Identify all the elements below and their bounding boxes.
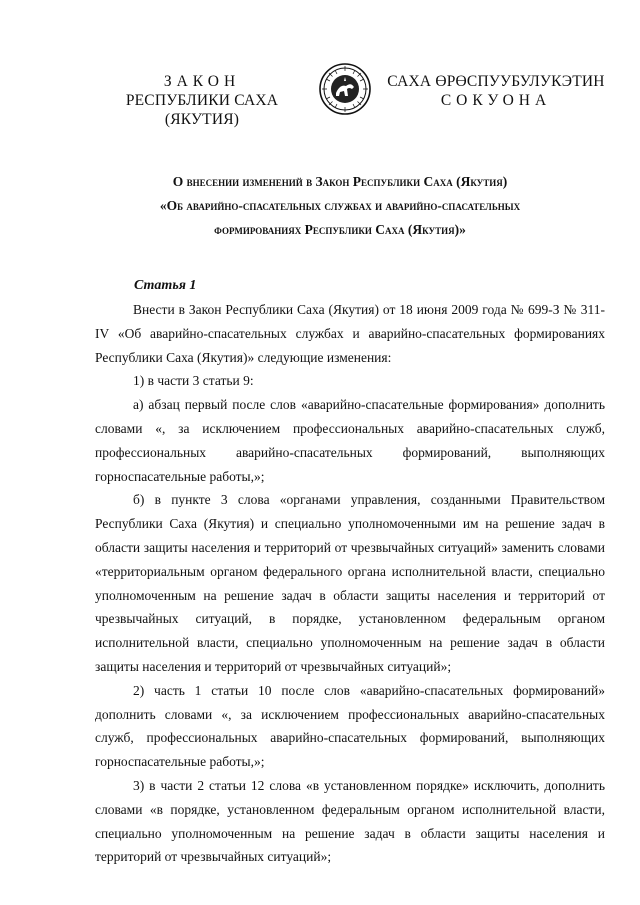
title-line: О внесении изменений в Закон Республики Саха (Якутия) (172, 174, 508, 189)
paragraph: 3) в части 2 статьи 12 слова «в установленном порядке» исключить, дополнить словами «в порядке, установленном федеральным органом исполнительной власти, специально уполномоченным на решение задач в области защиты населения и территорий от чрезвычайных ситуаций»; (95, 777, 605, 865)
header-republic-name: РЕСПУБЛИКИ САХА (ЯКУТИЯ) (125, 92, 279, 128)
title-line: «Об аварийно-спасательных службах и аварийно-спасательных (159, 198, 521, 213)
title-line: формированиях Республики Саха (Якутия)» (214, 222, 466, 237)
header-law-title-sakha (378, 72, 614, 110)
header-republic-name-sakha: САХА ӨРӨСПУУБУЛУКЭТИН (387, 73, 605, 90)
paragraph: Внести в Закон Республики Саха (Якутия) от 18 июня 2009 года № 699-З № 311-IV «Об аварийно-спасательных службах и аварийно-спасательных формированиях Республики Саха (Якутия)» следующие изменения: (95, 302, 605, 365)
paragraph: а) абзац первый после слов «аварийно-спасательные формирования» дополнить словами «, за исключением профессиональных аварийно-спасательных служб, профессиональных аварийно-спасательных формирований, выполняющих горноспасательные работы,»; (95, 397, 605, 484)
paragraph: 1) в части 3 статьи 9: (133, 373, 254, 389)
article-heading: Статья 1 (134, 278, 197, 293)
paragraph: б) в пункте 3 слова «органами управления, созданными Правительством Республики Саха (Якутия) и специально уполномоченными им на решение задач в области защиты населения и территорий от чрезвычайных ситуаций» заменить словами «территориальным органом федерального органа исполнительной власти, специально уполномоченным на решение задач в области защиты населения и территорий от чрезвычайных ситуаций, в порядке, установленном федеральным органом исполнительной власти, специально уполномоченным на решение задач в области защиты населения и территорий от чрезвычайных ситуаций»; (95, 492, 605, 674)
article-body (95, 298, 605, 869)
paragraph: 2) часть 1 статьи 10 после слов «аварийно-спасательных формирований» дополнить словами «, за исключением профессиональных аварийно-спасательных служб, профессиональных аварийно-спасательных формирований, выполняющих горноспасательные работы,»; (95, 682, 605, 770)
header-law-word: ЗАКОН (163, 73, 241, 90)
coat-of-arms-emblem-icon (318, 62, 372, 116)
header-law-title-ru (88, 72, 316, 129)
document-title (60, 170, 620, 242)
header-law-word-sakha: СОКУОНА (440, 92, 552, 109)
